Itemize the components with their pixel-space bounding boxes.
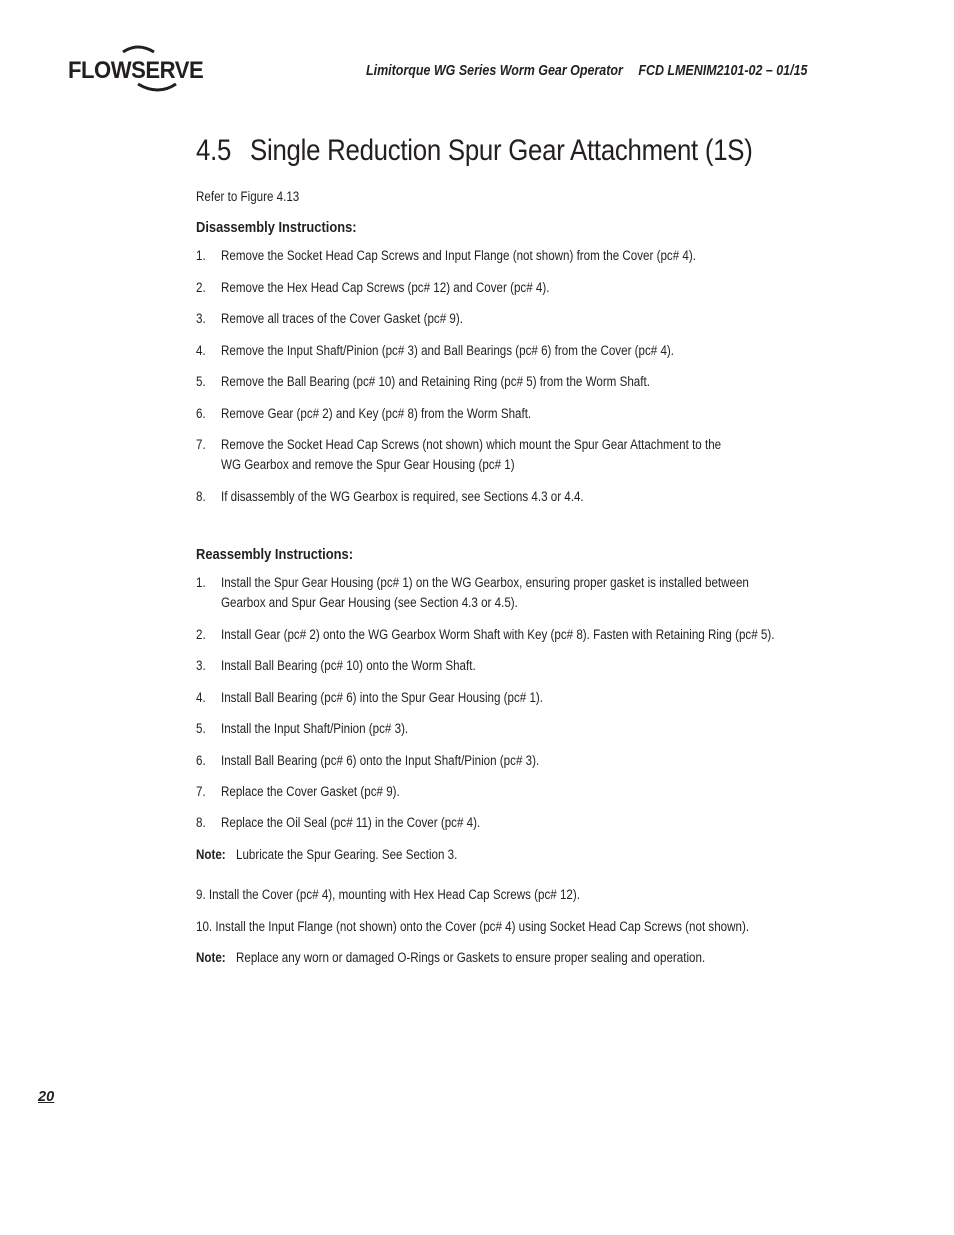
logo-text: FLOWSERVE [68, 57, 204, 84]
doc-code: FCD LMENIM2101-02 – 01/15 [638, 63, 808, 79]
list-item-number: 7. [196, 437, 206, 452]
list-item-text: If disassembly of the WG Gearbox is required, see Sections 4.3 or 4.4. [221, 489, 584, 504]
list-item-number: 8. [196, 489, 206, 504]
list-item-text: Replace the Cover Gasket (pc# 9). [221, 784, 400, 799]
reassembly-heading: Reassembly Instructions: [196, 546, 354, 563]
doc-title: Limitorque WG Series Worm Gear Operator [366, 63, 623, 79]
disassembly-heading: Disassembly Instructions: [196, 219, 357, 236]
list-item-number: 2. [196, 627, 206, 642]
list-item-text: Install Gear (pc# 2) onto the WG Gearbox Worm Shaft with Key (pc# 8). Fasten with Retaining Ring (pc# 5). [221, 627, 775, 642]
list-item-number: 8. [196, 815, 206, 830]
list-item-text: Remove the Socket Head Cap Screws (not shown) which mount the Spur Gear Attachment to the [221, 437, 722, 452]
list-item-text: Gearbox and Spur Gear Housing (see Section 4.3 or 4.5). [221, 595, 518, 610]
note-text: Replace any worn or damaged O-Rings or Gaskets to ensure proper sealing and operation. [235, 950, 706, 965]
note-lubricate [196, 847, 457, 862]
list-item-text: Remove Gear (pc# 2) and Key (pc# 8) from the Worm Shaft. [221, 406, 532, 421]
note-text: Lubricate the Spur Gearing. See Section 3. [235, 847, 458, 862]
list-item-text: Remove the Input Shaft/Pinion (pc# 3) and Ball Bearings (pc# 6) from the Cover (pc# 4). [221, 343, 675, 358]
list-item-text: Remove the Hex Head Cap Screws (pc# 12) and Cover (pc# 4). [221, 280, 550, 295]
list-item-number: 5. [196, 374, 206, 389]
list-item-number: 3. [196, 311, 206, 326]
list-item-text: Install the Spur Gear Housing (pc# 1) on the WG Gearbox, ensuring proper gasket is installed between [221, 575, 749, 590]
note-label: Note: [196, 950, 226, 965]
list-item-text: Remove the Socket Head Cap Screws and Input Flange (not shown) from the Cover (pc# 4). [221, 248, 696, 263]
note-label: Note: [196, 847, 226, 862]
list-item-text: Remove the Ball Bearing (pc# 10) and Retaining Ring (pc# 5) from the Worm Shaft. [221, 374, 650, 389]
list-item-text: Install the Input Shaft/Pinion (pc# 3). [221, 721, 409, 736]
running-header [366, 63, 807, 79]
list-item-text: Install Ball Bearing (pc# 6) onto the Input Shaft/Pinion (pc# 3). [221, 753, 540, 768]
list-item-number: 6. [196, 406, 206, 421]
note-replace [196, 950, 705, 965]
list-item-number: 6. [196, 753, 206, 768]
list-item-text: Remove all traces of the Cover Gasket (pc# 9). [221, 311, 463, 326]
list-item-number: 1. [196, 575, 206, 590]
flowserve-logo [68, 44, 208, 96]
list-item-text: WG Gearbox and remove the Spur Gear Housing (pc# 1) [221, 457, 515, 472]
list-item-text: Replace the Oil Seal (pc# 11) in the Cover (pc# 4). [221, 815, 481, 830]
section-number: 4.5 [196, 134, 232, 167]
list-item-number: 4. [196, 690, 206, 705]
step-9: 9. Install the Cover (pc# 4), mounting with Hex Head Cap Screws (pc# 12). [196, 887, 580, 902]
list-item-number: 4. [196, 343, 206, 358]
section-heading: Single Reduction Spur Gear Attachment (1S) [250, 134, 753, 167]
list-item-number: 1. [196, 248, 206, 263]
list-item-number: 5. [196, 721, 206, 736]
page-number: 20 [38, 1089, 55, 1105]
list-item-text: Install Ball Bearing (pc# 10) onto the Worm Shaft. [221, 658, 476, 673]
list-item-number: 3. [196, 658, 206, 673]
list-item-text: Install Ball Bearing (pc# 6) into the Spur Gear Housing (pc# 1). [221, 690, 544, 705]
list-item-number: 7. [196, 784, 206, 799]
list-item-number: 2. [196, 280, 206, 295]
step-10: 10. Install the Input Flange (not shown) onto the Cover (pc# 4) using Socket Head Cap Screws (not shown). [196, 919, 750, 934]
figure-reference: Refer to Figure 4.13 [196, 189, 300, 204]
section-title [196, 134, 753, 168]
